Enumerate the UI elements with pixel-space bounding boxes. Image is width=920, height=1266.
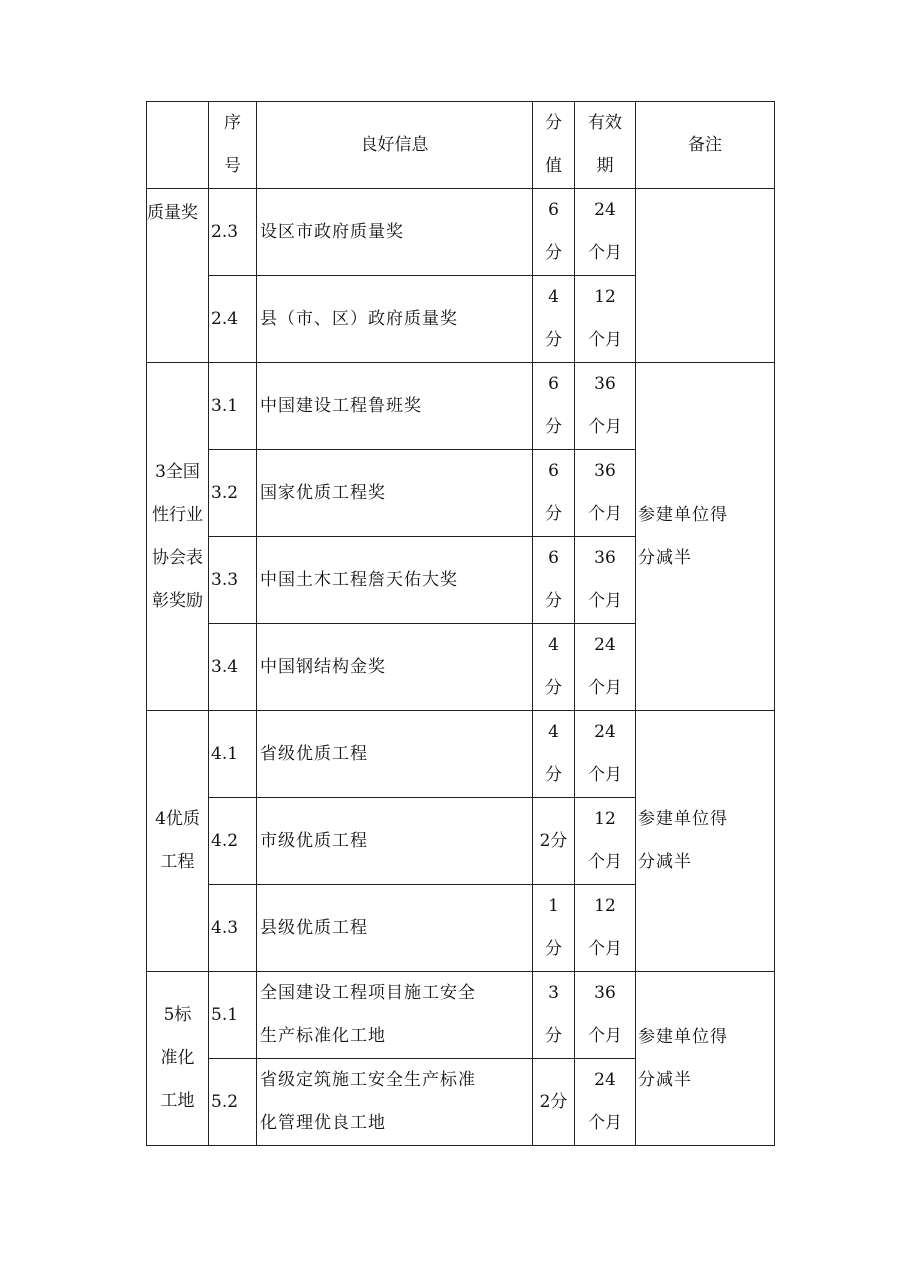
validity-cell [575,798,636,885]
info-cell [257,711,533,798]
header-seq-line-1: 序 [224,113,241,133]
validity-cell-line: 12 [594,809,616,829]
header-seq [209,102,257,189]
score-cell-line: 分 [545,765,562,785]
validity-cell [575,1059,636,1146]
remark-cell-line: 分减半 [638,547,692,568]
score-cell-line: 分 [545,243,562,263]
info-cell-line: 县级优质工程 [260,917,368,938]
category-cell-line: 协会表 [152,547,203,568]
remark-cell-line: 参建单位得 [638,1026,728,1047]
category-cell-line: 3全国 [155,461,200,482]
validity-cell-line: 24 [594,200,616,220]
score-cell [533,972,575,1059]
remark-cell [636,972,775,1146]
validity-cell [575,885,636,972]
remark-cell-line: 参建单位得 [638,809,728,829]
score-cell-line: 2分 [539,1091,568,1112]
score-cell [533,624,575,711]
validity-cell-line: 个月 [588,504,622,524]
score-cell-line: 6 [548,548,559,568]
table-row [147,363,775,450]
header-info: 良好信息 [257,102,533,189]
category-cell-line: 工地 [160,1091,195,1111]
validity-cell-line: 个月 [588,939,622,959]
info-cell [257,972,533,1059]
header-validity-line-2: 期 [596,156,614,176]
score-cell-line: 分 [545,330,562,350]
score-cell [533,363,575,450]
validity-cell [575,624,636,711]
score-cell-line: 分 [545,678,562,698]
category-cell-line: 彰奖励 [152,590,203,611]
validity-cell-line: 个月 [588,591,622,611]
info-cell-line: 生产标准化工地 [260,1026,386,1046]
category-cell-line: 5标 [163,1005,192,1025]
score-cell [533,189,575,276]
category-cell [147,711,209,972]
info-cell-line: 国家优质工程奖 [260,482,386,503]
table-body [147,102,775,1146]
info-cell [257,537,533,624]
header-row [147,102,775,189]
category-cell-line: 质量奖 [147,203,198,223]
validity-cell-line: 个月 [588,330,622,350]
score-cell-line: 6 [548,374,559,394]
category-cell-line: 工程 [160,852,195,872]
info-cell-line: 市级优质工程 [260,830,368,851]
info-cell-line: 中国钢结构金奖 [260,656,386,677]
validity-cell [575,363,636,450]
info-cell [257,1059,533,1146]
remark-cell-line: 分减半 [638,1069,692,1090]
info-cell [257,276,533,363]
validity-cell [575,276,636,363]
header-validity [575,102,636,189]
remark-cell-line: 分减半 [638,852,692,872]
score-cell-line: 分 [545,504,562,524]
validity-cell-line: 36 [594,461,616,481]
info-cell [257,450,533,537]
category-cell [147,363,209,711]
info-cell-line: 省级优质工程 [260,743,368,764]
score-cell [533,1059,575,1146]
score-cell-line: 6 [548,200,559,220]
validity-cell [575,537,636,624]
score-cell-line: 4 [548,635,559,655]
info-cell-line: 县（市、区）政府质量奖 [260,308,458,329]
validity-cell-line: 个月 [588,417,622,437]
seq-cell: 4.3 [209,885,257,972]
score-cell [533,711,575,798]
validity-cell-line: 个月 [588,243,622,263]
validity-cell-line: 36 [594,983,616,1003]
score-cell [533,885,575,972]
good-info-table [146,101,775,1146]
category-cell-line: 性行业 [152,504,203,525]
validity-cell-line: 个月 [588,765,622,785]
seq-cell: 3.1 [209,363,257,450]
category-cell [147,972,209,1146]
info-cell [257,624,533,711]
seq-cell: 3.3 [209,537,257,624]
header-score [533,102,575,189]
info-cell-line: 设区市政府质量奖 [260,221,404,242]
info-cell-line: 化管理优良工地 [260,1113,386,1133]
info-cell [257,798,533,885]
info-cell [257,189,533,276]
validity-cell-line: 12 [594,287,616,307]
seq-cell: 3.2 [209,450,257,537]
category-cell-line: 4优质 [155,809,200,829]
score-cell-line: 分 [545,1026,562,1046]
header-category-cell [147,102,209,189]
score-cell-line: 3 [548,983,559,1003]
score-cell-line: 2分 [539,830,568,851]
info-cell-line: 省级定筑施工安全生产标准 [260,1070,476,1090]
score-cell-line: 1 [548,896,559,916]
score-cell [533,537,575,624]
score-cell-line: 分 [545,591,562,611]
validity-cell-line: 个月 [588,678,622,698]
validity-cell-line: 个月 [588,1113,622,1133]
info-cell [257,363,533,450]
header-score-line-2: 值 [545,156,562,176]
validity-cell [575,450,636,537]
seq-cell: 4.2 [209,798,257,885]
seq-cell: 2.4 [209,276,257,363]
remark-cell [636,189,775,363]
category-cell [147,189,209,363]
score-cell [533,450,575,537]
validity-cell-line: 24 [594,1070,616,1090]
score-cell-line: 分 [545,939,562,959]
remark-cell-line: 参建单位得 [638,504,728,525]
info-cell-line: 中国建设工程鲁班奖 [260,395,422,416]
validity-cell-line: 36 [594,548,616,568]
table-row [147,711,775,798]
info-cell [257,885,533,972]
score-cell [533,276,575,363]
seq-cell: 3.4 [209,624,257,711]
header-validity-line-1: 有效 [588,113,622,133]
validity-cell-line: 个月 [588,852,622,872]
validity-cell [575,972,636,1059]
seq-cell: 4.1 [209,711,257,798]
info-cell-line: 中国土木工程詹天佑大奖 [260,569,458,590]
table-row [147,189,775,276]
header-score-line-1: 分 [545,113,562,133]
validity-cell-line: 12 [594,896,616,916]
seq-cell: 2.3 [209,189,257,276]
category-cell-line: 准化 [160,1048,195,1068]
validity-cell [575,711,636,798]
score-cell [533,798,575,885]
score-cell-line: 4 [548,722,559,742]
remark-cell [636,711,775,972]
score-cell-line: 分 [545,417,562,437]
header-seq-line-2: 号 [224,156,241,176]
validity-cell-line: 24 [594,635,616,655]
validity-cell-line: 个月 [588,1026,622,1046]
seq-cell: 5.1 [209,972,257,1059]
validity-cell [575,189,636,276]
score-cell-line: 6 [548,461,559,481]
validity-cell-line: 36 [594,374,616,394]
validity-cell-line: 24 [594,722,616,742]
score-cell-line: 4 [548,287,559,307]
info-cell-line: 全国建设工程项目施工安全 [260,983,476,1003]
remark-cell [636,363,775,711]
seq-cell: 5.2 [209,1059,257,1146]
table-row [147,972,775,1059]
header-remark: 备注 [636,102,775,189]
